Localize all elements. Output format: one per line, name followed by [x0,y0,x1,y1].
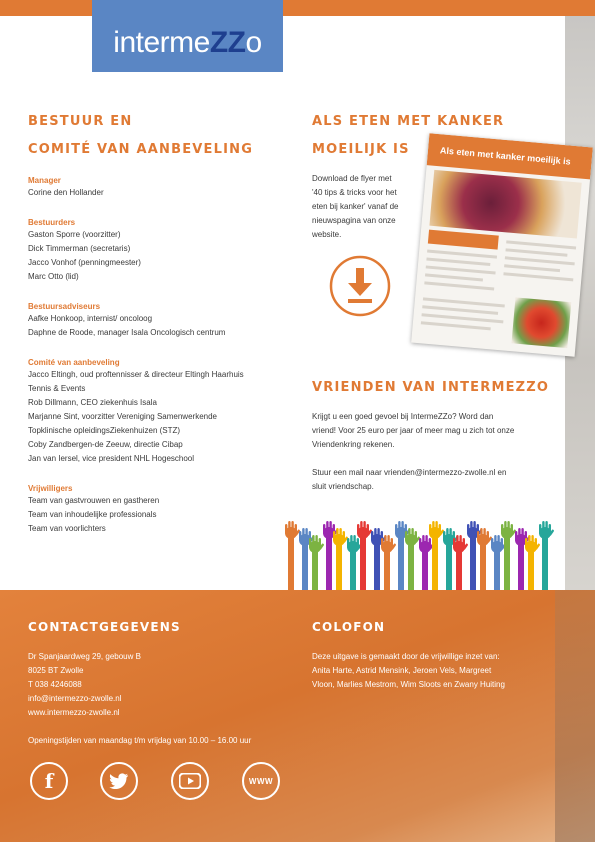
flyer-heading-line1: ALS ETEN MET KANKER [312,114,505,129]
group-title: Comité van aanbeveling [28,358,120,367]
raised-hand [309,535,324,590]
group-list [28,186,104,200]
flyer-heading-line2: MOEILIJK IS [312,142,410,157]
flyer-orange-box [428,230,499,250]
group-title: Bestuurders [28,218,76,227]
colofon-text: Deze uitgave is gemaakt door de vrijwillige inzet van: Anita Harte, Astrid Mensink, Jeroen Vels, Margreet Vloon, Marlies Mestrom, Wim Sloots en Zwany Huiting [312,652,505,689]
colofon-heading: COLOFON [312,620,386,634]
raised-hand [285,521,300,590]
list-item: Rob Dillmann, CEO ziekenhuis Isala [28,398,157,407]
list-item: Team van gastvrouwen en gastheren [28,496,160,505]
facebook-button[interactable] [30,762,68,800]
raised-hand [405,528,420,590]
hands-illustration [285,515,555,590]
raised-hand [429,521,444,590]
friends-mail-paragraph: Stuur een mail naar vrienden@intermezzo-zwolle.nl en sluit vriendschap. [312,468,507,491]
raised-hand [357,521,372,590]
footer-photo-strip [555,590,595,842]
flyer-text-line [505,248,567,256]
flyer-text-line [506,240,576,249]
opening-hours: Openingstijden van maandag t/m vrijdag van 10.00 – 16.00 uur [28,736,252,745]
flyer-text-line [421,321,491,330]
flyer-food-photo [429,170,581,239]
group-title: Bestuursadviseurs [28,302,101,311]
list-item: Team van inhoudelijke professionals [28,510,157,519]
flyer-description: Download de flyer met '40 tips & tricks voor het eten bij kanker' vanaf de nieuwspagina van onze website. [312,174,399,239]
group-list [28,368,244,466]
email-link[interactable]: info@intermezzo-zwolle.nl [28,694,122,703]
www-icon: WWW [248,776,274,786]
flyer-image[interactable] [411,133,593,356]
list-item: Jacco Vonhof (penningmeester) [28,258,141,267]
list-item: Marc Otto (lid) [28,272,79,281]
raised-hand [453,535,468,590]
phone-line: T 038 4246088 [28,680,82,689]
download-button[interactable] [329,255,391,317]
friends-heading: VRIENDEN VAN INTERMEZZO [312,380,550,395]
facebook-icon: f [44,769,54,793]
flyer-text-line [424,281,494,290]
flyer-text-line [426,257,490,266]
youtube-icon [179,773,201,789]
top-bar [0,0,595,16]
website-button[interactable] [242,762,280,800]
twitter-icon [109,773,129,789]
list-item: Team van voorlichters [28,524,106,533]
group-title: Vrijwilligers [28,484,73,493]
download-icon [329,255,391,317]
group-list [28,312,225,340]
raised-hand [333,528,348,590]
twitter-button[interactable] [100,762,138,800]
flyer-pepper-photo [511,297,571,348]
group-list [28,494,159,536]
raised-hand [501,521,516,590]
flyer-text-line [425,273,483,281]
list-item: Topklinische opleidingsZiekenhuizen (STZ) [28,426,181,435]
raised-hand [539,521,554,590]
list-item: Jan van Iersel, vice president NHL Hogeschool [28,454,195,463]
website-link[interactable]: www.intermezzo-zwolle.nl [28,708,120,717]
flyer-text-line [503,272,573,281]
list-item: Coby Zandbergen-de Zeeuw, directie Cibap [28,440,183,449]
flyer-title: Als eten met kanker moeilijk is [439,145,572,167]
flyer-text-line [504,264,560,272]
group-title: Manager [28,176,61,185]
board-heading-line1: BESTUUR EN [28,114,133,129]
address-line: Dr Spanjaardweg 29, gebouw B [28,652,141,661]
friends-paragraph: Krijgt u een goed gevoel bij IntermeZZo? Word dan vriend! Voor 25 euro per jaar of meer mag u zich tot onze Vriendenkring rekenen. [312,412,515,449]
group-list [28,228,141,284]
contact-details [28,650,141,720]
raised-hand [381,535,396,590]
contact-heading: CONTACTGEGEVENS [28,620,181,634]
list-item: Daphne de Roode, manager Isala Oncologisch centrum [28,328,226,337]
list-item: Dick Timmerman (secretaris) [28,244,131,253]
list-item: Gaston Sporre (voorzitter) [28,230,121,239]
list-item: Corine den Hollander [28,188,104,197]
youtube-button[interactable] [171,762,209,800]
list-item: Marjanne Sint, voorzitter Vereniging Samenwerkende [28,412,217,421]
list-item: Jacco Eltingh, oud proftennisser & directeur Eltingh Haarhuis [28,370,244,379]
postcode-line: 8025 BT Zwolle [28,666,84,675]
intermezzo-logo [92,0,283,72]
flyer-text-line [427,250,497,259]
board-heading-line2: COMITÉ VAN AANBEVELING [28,142,254,157]
flyer-text-line [426,265,496,274]
raised-hand [525,535,540,590]
flyer-text-line [505,256,575,265]
list-item: Tennis & Events [28,384,86,393]
logo-text: intermeZZo [113,26,262,59]
list-item: Aafke Honkoop, internist/ oncoloog [28,314,153,323]
raised-hand [477,528,492,590]
